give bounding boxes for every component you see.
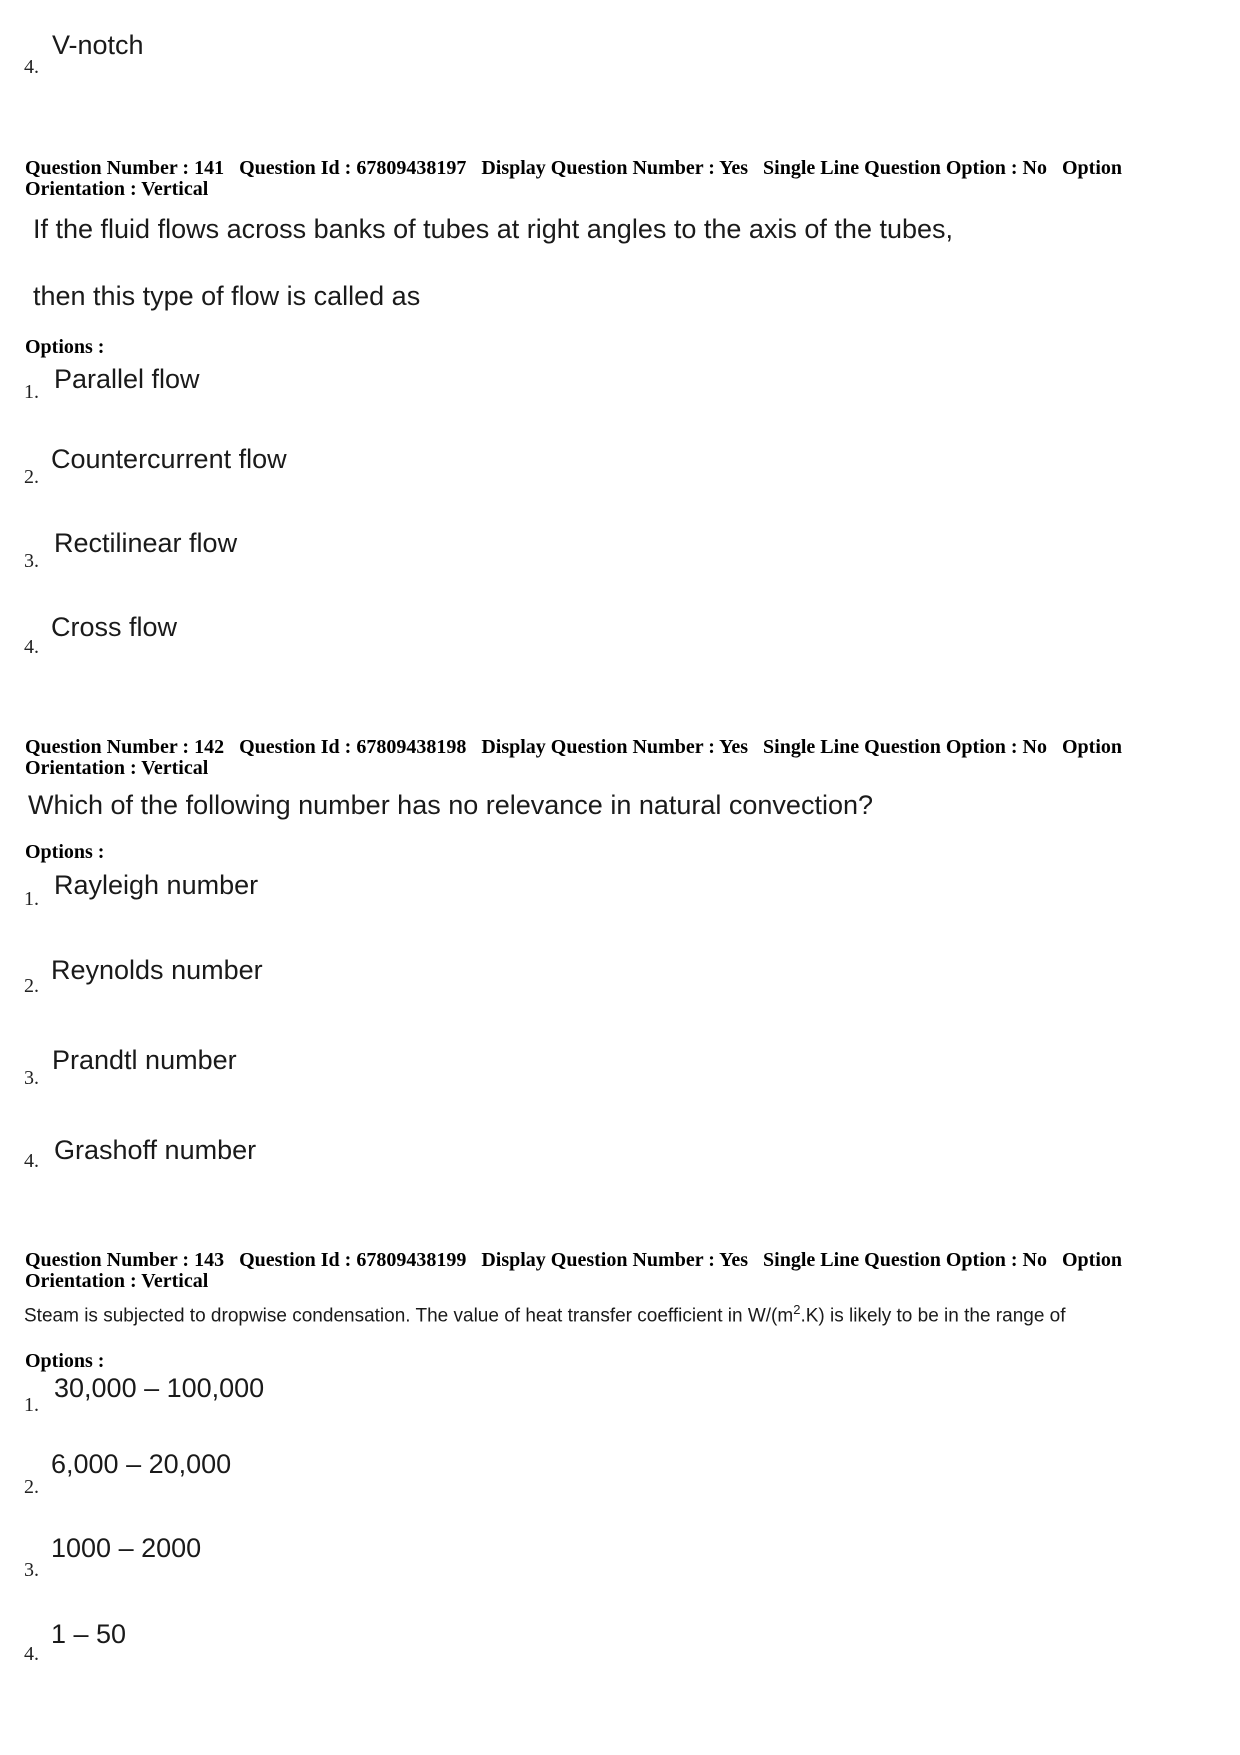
option-text: Reynolds number	[51, 955, 263, 985]
option-orientation: Option Orientation : Vertical	[25, 1249, 1123, 1292]
option-number: 2.	[24, 466, 39, 488]
superscript: 2	[793, 1302, 801, 1317]
display-question-number: Display Question Number : Yes	[481, 1249, 749, 1271]
question-number: Question Number : 143	[25, 1249, 225, 1271]
question-text-post: .K) is likely to be in the range of	[800, 1305, 1066, 1327]
option-orientation: Option Orientation : Vertical	[25, 736, 1123, 779]
question-meta	[25, 1250, 1205, 1292]
question-meta	[25, 737, 1205, 779]
option-number: 4.	[24, 1643, 39, 1665]
option-orientation: Option Orientation : Vertical	[25, 157, 1123, 200]
option-text: V-notch	[52, 30, 144, 60]
single-line-option: Single Line Question Option : No	[763, 157, 1047, 179]
single-line-option: Single Line Question Option : No	[763, 736, 1047, 758]
option-number: 1.	[24, 888, 39, 910]
question-id: Question Id : 67809438198	[239, 736, 467, 758]
option-number: 3.	[24, 1067, 39, 1089]
question-id: Question Id : 67809438199	[239, 1249, 467, 1271]
option-text: 1 – 50	[51, 1619, 127, 1649]
option-text: Countercurrent flow	[51, 444, 287, 474]
display-question-number: Display Question Number : Yes	[481, 157, 749, 179]
question-text-line: If the fluid flows across banks of tubes at right angles to the axis of the tubes,	[33, 214, 954, 244]
option-number: 3.	[24, 550, 39, 572]
option-number: 3.	[24, 1559, 39, 1581]
option-number: 4.	[24, 1150, 39, 1172]
option-number: 2.	[24, 975, 39, 997]
question-meta	[25, 158, 1205, 200]
option-text: 1000 – 2000	[51, 1533, 202, 1563]
option-number: 1.	[24, 381, 39, 403]
option-number: 4.	[24, 636, 39, 658]
options-label: Options :	[25, 1350, 105, 1372]
question-id: Question Id : 67809438197	[239, 157, 467, 179]
options-label: Options :	[25, 841, 105, 863]
single-line-option: Single Line Question Option : No	[763, 1249, 1047, 1271]
option-text: Parallel flow	[54, 364, 200, 394]
option-text: Cross flow	[51, 612, 178, 642]
option-text: 30,000 – 100,000	[54, 1373, 265, 1403]
question-number: Question Number : 141	[25, 157, 225, 179]
option-text: Prandtl number	[52, 1045, 237, 1075]
question-text-line: then this type of flow is called as	[33, 281, 421, 311]
option-text: Rectilinear flow	[54, 528, 238, 558]
question-text-line: Which of the following number has no relevance in natural convection?	[28, 790, 873, 820]
option-text: Rayleigh number	[54, 870, 259, 900]
option-number: 2.	[24, 1476, 39, 1498]
question-number: Question Number : 142	[25, 736, 225, 758]
option-number: 4.	[24, 56, 39, 78]
option-text: 6,000 – 20,000	[51, 1449, 232, 1479]
option-text: Grashoff number	[54, 1135, 257, 1165]
option-number: 1.	[24, 1394, 39, 1416]
options-label: Options :	[25, 336, 105, 358]
question-text-pre: Steam is subjected to dropwise condensation. The value of heat transfer coefficient in W/(m	[24, 1305, 794, 1327]
display-question-number: Display Question Number : Yes	[481, 736, 749, 758]
question-text	[24, 1302, 1066, 1327]
